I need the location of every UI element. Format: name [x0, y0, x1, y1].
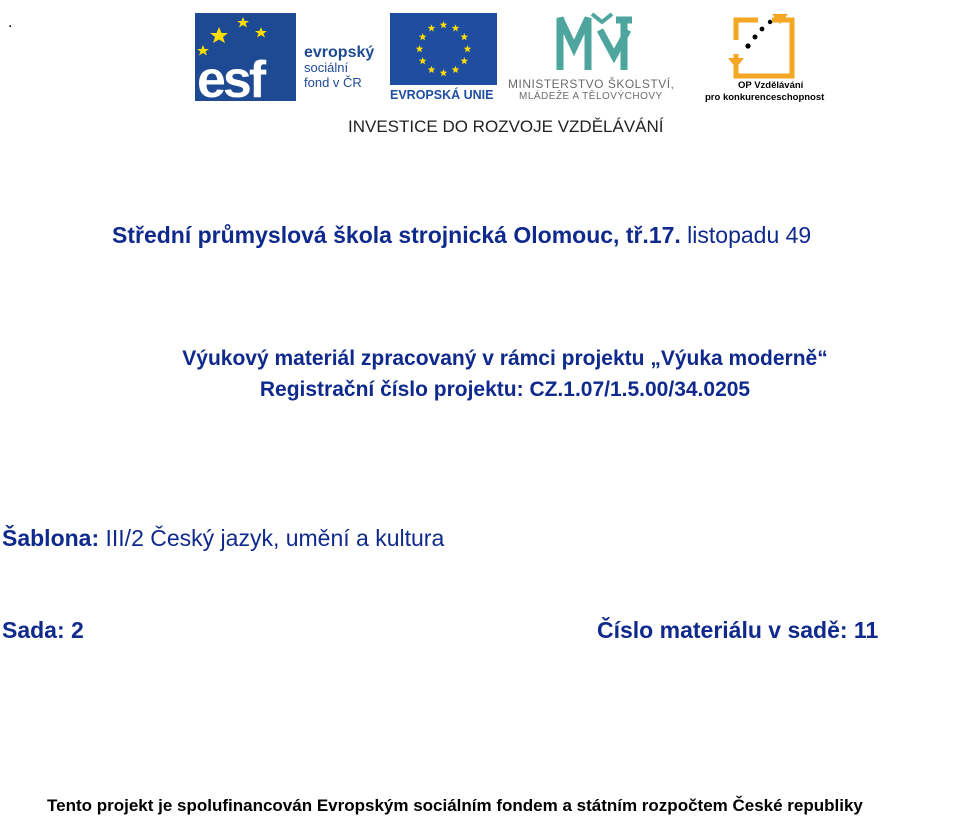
sablona-value: III/2 Český jazyk, umění a kultura: [105, 525, 445, 551]
corner-dot: .: [8, 14, 13, 31]
esf-logo: [195, 13, 296, 101]
cislo-materialu: Číslo materiálu v sadě: 11: [597, 617, 879, 643]
eu-label: EVROPSKÁ UNIE: [390, 88, 494, 102]
msmt-line1: MINISTERSTVO ŠKOLSTVÍ,: [508, 77, 675, 91]
eu-flag-logo: [390, 13, 497, 85]
eu-star-icon: [452, 66, 460, 73]
eu-star-icon: [460, 57, 468, 64]
footer-funding-note: Tento projekt je spolufinancován Evropským sociálním fondem a státním rozpočtem České republiky: [47, 796, 863, 815]
school-address: listopadu 49: [680, 222, 812, 248]
eu-star-icon: [452, 24, 460, 31]
esf-line3: fond v ČR: [304, 75, 362, 90]
sablona-line: [2, 525, 444, 552]
material-line1: Výukový materiál zpracovaný v rámci projektu „Výuka moderně“: [182, 347, 828, 370]
eu-star-icon: [419, 33, 427, 40]
eu-star-icon: [416, 45, 424, 52]
eu-star-icon: [440, 69, 448, 76]
op-line1: OP Vzdělávání: [738, 80, 804, 91]
op-vzdelavani-logo: [728, 10, 802, 85]
msmt-logo: [510, 10, 670, 81]
eu-star-icon: [419, 57, 427, 64]
esf-line1: evropský: [304, 44, 375, 61]
school-name-main: Střední průmyslová škola strojnická Olomouc, tř.17.: [112, 222, 681, 248]
registration-number: Registrační číslo projektu: CZ.1.07/1.5.00/34.0205: [259, 378, 751, 401]
op-line2: pro konkurenceschopnost: [705, 92, 825, 103]
sablona-label: Šablona:: [2, 525, 106, 551]
eu-star-icon: [440, 21, 448, 28]
sada-label: Sada: 2: [2, 617, 84, 643]
svg-text:esf: esf: [197, 51, 264, 101]
eu-star-icon: [428, 66, 436, 73]
eu-star-icon: [428, 24, 436, 31]
eu-star-icon: [460, 33, 468, 40]
school-name: [112, 222, 811, 249]
eu-stars-icon: [390, 13, 497, 85]
esf-logo-text: [304, 45, 374, 90]
esf-line2: sociální: [304, 60, 349, 75]
material-info: [0, 343, 960, 405]
eu-star-icon: [464, 45, 472, 52]
investice-slogan: INVESTICE DO ROZVOJE VZDĚLÁVÁNÍ: [348, 117, 664, 136]
msmt-line2: MLÁDEŽE A TĚLOVÝCHOVY: [519, 91, 663, 102]
